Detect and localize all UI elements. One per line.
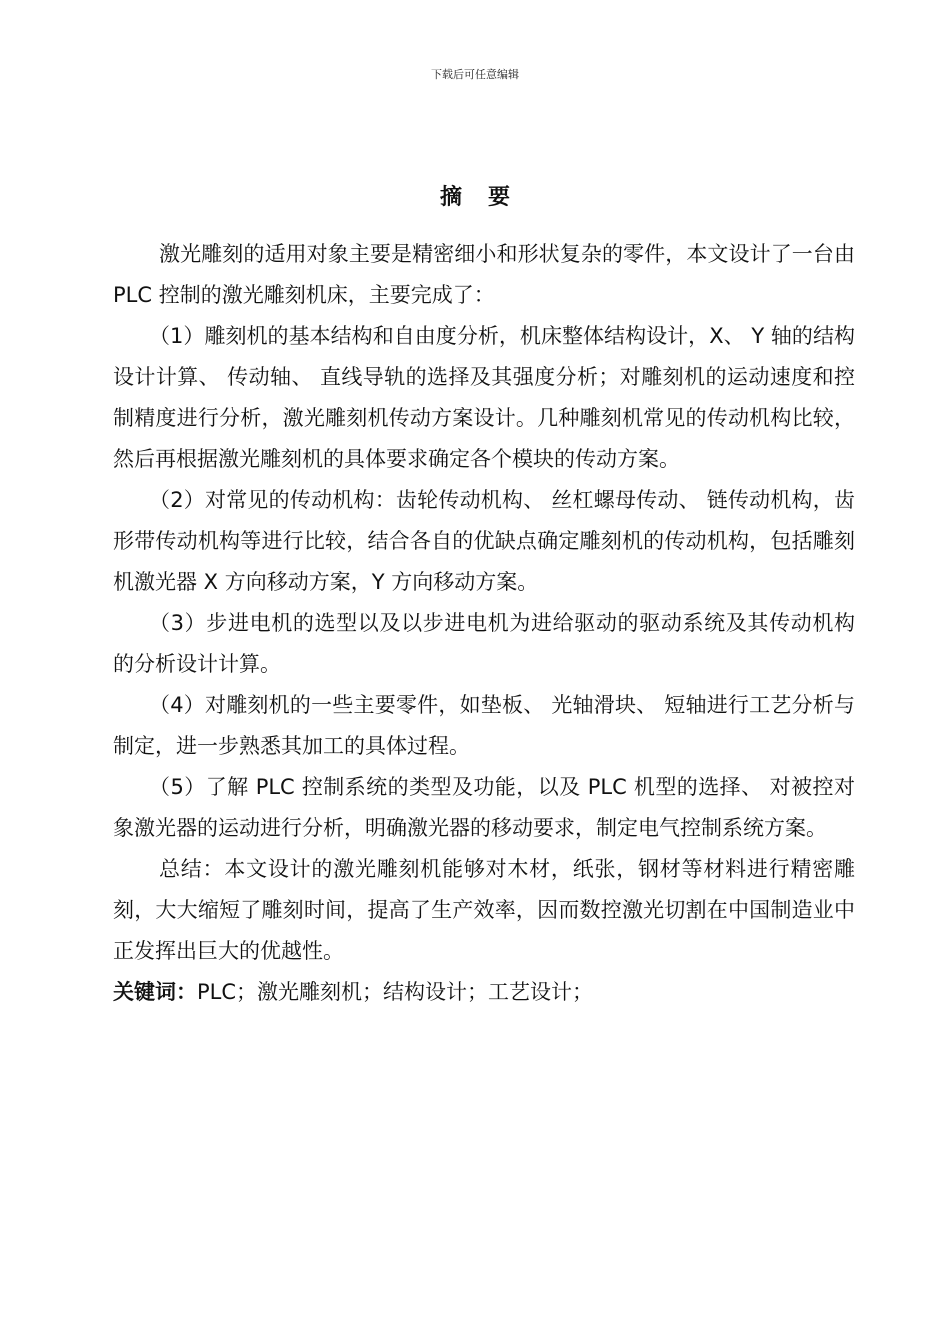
page-header-note: 下载后可任意编辑	[431, 68, 519, 81]
abstract-body	[113, 234, 855, 1013]
item-paragraph-2: （2）对常见的传动机构：齿轮传动机构、 丝杠螺母传动、 链传动机构，齿形带传动机构等进行比较，结合各自的优缺点确定雕刻机的传动机构，包括雕刻机激光器 X 方向移动方案，Y 方向移动方案。	[113, 488, 855, 594]
item-paragraph-1: （1）雕刻机的基本结构和自由度分析，机床整体结构设计，X、 Y 轴的结构设计计算、 传动轴、 直线导轨的选择及其强度分析；对雕刻机的运动速度和控制精度进行分析，激光雕刻机传动方案设计。几种雕刻机常见的传动机构比较，然后再根据激光雕刻机的具体要求确定各个模块的传动方案。	[113, 324, 855, 471]
summary-paragraph: 总结：本文设计的激光雕刻机能够对木材，纸张，钢材等材料进行精密雕刻，大大缩短了雕刻时间，提高了生产效率，因而数控激光切割在中国制造业中正发挥出巨大的优越性。	[113, 857, 855, 963]
page-title	[0, 180, 950, 211]
item-paragraph-4: （4）对雕刻机的一些主要零件，如垫板、 光轴滑块、 短轴进行工艺分析与制定，进一步熟悉其加工的具体过程。	[113, 693, 855, 758]
title-char-2: 要	[488, 185, 511, 210]
item-paragraph-3: （3）步进电机的选型以及以步进电机为进给驱动的驱动系统及其传动机构的分析设计计算。	[113, 611, 855, 676]
title-char-1: 摘	[439, 185, 462, 210]
intro-paragraph: 激光雕刻的适用对象主要是精密细小和形状复杂的零件，本文设计了一台由 PLC 控制的激光雕刻机床，主要完成了：	[113, 242, 855, 307]
keywords-label: 关键词：	[113, 980, 197, 1004]
keywords-text: PLC；激光雕刻机；结构设计；工艺设计；	[197, 980, 594, 1004]
item-paragraph-5: （5）了解 PLC 控制系统的类型及功能，以及 PLC 机型的选择、 对被控对象激光器的运动进行分析，明确激光器的移动要求，制定电气控制系统方案。	[113, 775, 855, 840]
keywords-line	[113, 972, 855, 1013]
